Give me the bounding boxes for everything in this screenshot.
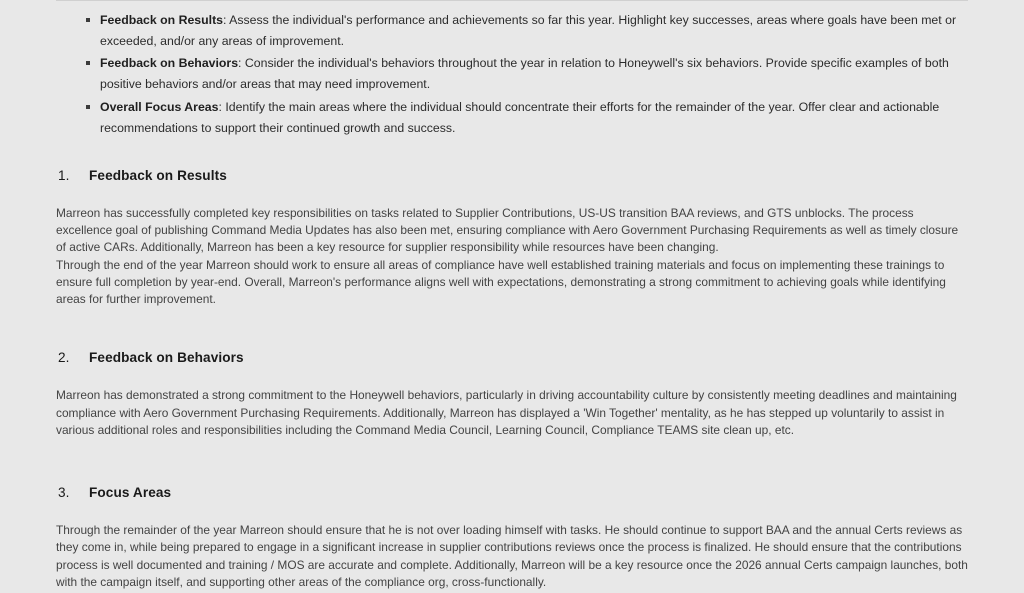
- section-feedback-on-behaviors: [56, 350, 968, 439]
- paragraph: Marreon has demonstrated a strong commitment to the Honeywell behaviors, particularly in driving accountability culture by consistently meeting deadlines and maintaining compliance with Aero Government Purchasing Requirements. Additionally, Marreon has displayed a 'Win Together' mentality, as he has stepped up voluntarily to assist in various additional roles and responsibilities including the Command Media Council, Learning Council, Compliance TEAMS site clean up, etc.: [56, 388, 957, 437]
- bullet-square-icon: [86, 105, 90, 109]
- bullet-text: : Assess the individual's performance and achievements so far this year. Highlight key successes, areas where goals have been met or exceeded, and/or any areas of improvement.: [100, 13, 957, 49]
- bullet-square-icon: [86, 18, 90, 22]
- bullet-text: : Identify the main areas where the individual should concentrate their efforts for the remainder of the year. Offer clear and actionable recommendations to support their continued growth and success.: [100, 99, 940, 135]
- list-item: [86, 53, 968, 95]
- section-focus-areas: [56, 485, 968, 591]
- bullet-lead-label: Feedback on Behaviors: [100, 56, 239, 71]
- section-heading: [56, 350, 968, 365]
- paragraph: Through the remainder of the year Marreon should ensure that he is not over loading himself with tasks. He should continue to support BAA and the annual Certs reviews as they come in, while being prepared to engage in a significant increase in supplier contributions reviews once the process is finalized. He should ensure that the contributions process is well documented and training / MOS are accurate and complete. Additionally, Marreon will be a key resource once the 2026 annual Certs campaign launches, both with the campaign itself, and supporting other areas of the compliance org, cross-functionally.: [56, 523, 968, 589]
- instructions-list: [56, 10, 968, 139]
- paragraph: Marreon has successfully completed key responsibilities on tasks related to Supplier Contributions, US-US transition BAA reviews, and GTS unblocks. The process excellence goal of publishing Command Media Updates has also been met, ensuring compliance with Aero Government Purchasing Requirements as well as timely closure of active CARs. Additionally, Marreon has been a key resource for supplier responsibility while resources have been changing.: [56, 205, 959, 255]
- section-body: [56, 387, 968, 439]
- section-body: [56, 205, 968, 309]
- bullet-lead-label: Overall Focus Areas: [100, 99, 219, 114]
- section-number: 2.: [58, 350, 70, 366]
- bullet-text: : Consider the individual's behaviors throughout the year in relation to Honeywell's six behaviors. Provide specific examples of both positive behaviors and/or areas that may need improvement.: [100, 56, 949, 92]
- paragraph: Through the end of the year Marreon should work to ensure all areas of compliance have well established training materials and focus on implementing these trainings to ensure full completion by year-end. Overall, Marreon's performance aligns well with expectations, demonstrating a strong commitment to achieving goals while identifying areas for further improvement.: [56, 257, 946, 307]
- section-feedback-on-results: [56, 168, 968, 309]
- bullet-lead-label: Feedback on Results: [100, 13, 224, 27]
- section-heading: [56, 485, 968, 500]
- section-number: 1.: [58, 167, 70, 183]
- section-heading: [56, 168, 968, 183]
- section-body: [56, 522, 968, 591]
- section-title: Feedback on Behaviors: [89, 350, 244, 366]
- list-item: [86, 10, 968, 52]
- list-item: [86, 97, 968, 139]
- section-title: Focus Areas: [89, 485, 172, 501]
- section-number: 3.: [58, 485, 70, 501]
- section-title: Feedback on Results: [89, 167, 227, 183]
- bullet-square-icon: [86, 61, 90, 65]
